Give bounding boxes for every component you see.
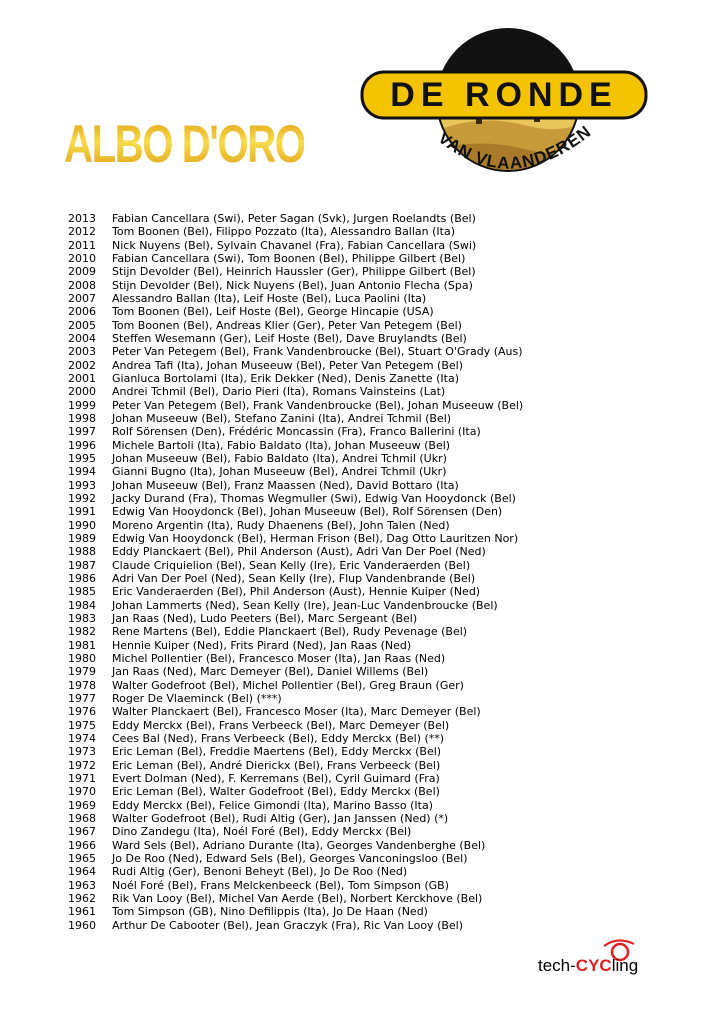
result-podium: Ward Sels (Bel), Adriano Durante (Ita), Georges Vandenberghe (Bel) — [112, 838, 486, 852]
result-podium: Eddy Planckaert (Bel), Phil Anderson (Aust), Adri Van Der Poel (Ned) — [112, 545, 486, 559]
result-row — [68, 785, 668, 798]
result-row — [68, 212, 668, 225]
result-year: 1989 — [68, 532, 96, 546]
result-podium: Adri Van Der Poel (Ned), Sean Kelly (Ire), Flup Vandenbrande (Bel) — [112, 572, 476, 586]
result-podium: Nick Nuyens (Bel), Sylvain Chavanel (Fra), Fabian Cancellara (Swi) — [112, 238, 477, 252]
result-row — [68, 812, 668, 825]
result-year: 1988 — [68, 545, 96, 559]
result-podium: Rene Martens (Bel), Eddie Planckaert (Bel), Rudy Pevenage (Bel) — [112, 625, 468, 639]
result-row — [68, 572, 668, 585]
result-podium: Andrea Tafi (Ita), Johan Museeuw (Bel), Peter Van Petegem (Bel) — [112, 358, 463, 372]
result-year: 1999 — [68, 398, 96, 412]
result-row — [68, 479, 668, 492]
result-year: 1998 — [68, 412, 96, 426]
result-podium: Tom Boonen (Bel), Leif Hoste (Bel), George Hincapie (USA) — [112, 305, 434, 319]
result-row — [68, 359, 668, 372]
result-row — [68, 239, 668, 252]
result-year: 2005 — [68, 318, 96, 332]
result-podium: Edwig Van Hooydonck (Bel), Herman Frison (Bel), Dag Otto Lauritzen Nor) — [112, 532, 519, 546]
result-row — [68, 838, 668, 851]
result-row — [68, 798, 668, 811]
result-podium: Eric Leman (Bel), André Dierickx (Bel), Frans Verbeeck (Bel) — [112, 758, 441, 772]
result-row — [68, 532, 668, 545]
result-year: 1972 — [68, 758, 96, 772]
result-row — [68, 599, 668, 612]
result-year: 2013 — [68, 212, 96, 226]
result-year: 1985 — [68, 585, 96, 599]
result-row — [68, 385, 668, 398]
result-podium: Walter Planckaert (Bel), Francesco Moser (Ita), Marc Demeyer (Bel) — [112, 705, 481, 719]
page-title: ALBO D'ORO — [64, 115, 305, 174]
result-year: 1964 — [68, 865, 96, 879]
result-row — [68, 265, 668, 278]
result-year: 1991 — [68, 505, 96, 519]
result-year: 1961 — [68, 905, 96, 919]
result-year: 1970 — [68, 785, 96, 799]
result-year: 1993 — [68, 478, 96, 492]
result-row — [68, 705, 668, 718]
result-podium: Rik Van Looy (Bel), Michel Van Aerde (Bel), Norbert Kerckhove (Bel) — [112, 891, 483, 905]
result-year: 1962 — [68, 891, 96, 905]
result-podium: Moreno Argentin (Ita), Rudy Dhaenens (Bel), John Talen (Ned) — [112, 518, 450, 532]
result-podium: Michel Pollentier (Bel), Francesco Moser (Ita), Jan Raas (Ned) — [112, 651, 446, 665]
tech-cycling-logo — [538, 938, 658, 982]
result-podium: Johan Museeuw (Bel), Fabio Baldato (Ita), Andrei Tchmil (Ukr) — [112, 452, 447, 466]
result-year: 1975 — [68, 718, 96, 732]
result-year: 1969 — [68, 798, 96, 812]
result-row — [68, 305, 668, 318]
result-year: 1983 — [68, 612, 96, 625]
result-podium: Rudi Altig (Ger), Benoni Beheyt (Bel), Jo De Roo (Ned) — [112, 865, 408, 879]
result-podium: Andrei Tchmil (Bel), Dario Pieri (Ita), Romans Vainsteins (Lat) — [112, 385, 446, 399]
result-year: 1976 — [68, 705, 96, 719]
result-year: 2008 — [68, 278, 96, 292]
result-row — [68, 652, 668, 665]
result-podium: Fabian Cancellara (Swi), Tom Boonen (Bel), Philippe Gilbert (Bel) — [112, 252, 466, 266]
result-podium: Noél Foré (Bel), Frans Melckenbeeck (Bel), Tom Simpson (GB) — [112, 878, 449, 892]
result-podium: Gianni Bugno (Ita), Johan Museeuw (Bel), Andrei Tchmil (Ukr) — [112, 465, 447, 479]
result-podium: Roger De Vlaeminck (Bel) (***) — [112, 691, 282, 705]
result-row — [68, 545, 668, 558]
result-row — [68, 279, 668, 292]
logo-subtitle: VAN VLAANDEREN — [434, 121, 596, 173]
result-row — [68, 465, 668, 478]
result-podium: Arthur De Cabooter (Bel), Jean Graczyk (Fra), Ric Van Looy (Bel) — [112, 918, 464, 932]
result-year: 1995 — [68, 452, 96, 466]
result-podium: Walter Godefroot (Bel), Michel Pollentier (Bel), Greg Braun (Ger) — [112, 678, 464, 692]
logo-title: DE RONDE — [390, 76, 618, 114]
result-row — [68, 332, 668, 345]
result-row — [68, 225, 668, 238]
result-year: 2002 — [68, 358, 96, 372]
result-row — [68, 718, 668, 731]
result-podium: Stijn Devolder (Bel), Heinrich Haussler (Ger), Philippe Gilbert (Bel) — [112, 265, 476, 279]
result-year: 1987 — [68, 558, 96, 572]
result-row — [68, 758, 668, 771]
result-year: 2012 — [68, 225, 96, 239]
result-year: 1968 — [68, 811, 96, 825]
result-row — [68, 639, 668, 652]
result-row — [68, 492, 668, 505]
result-podium: Rolf Sörensen (Den), Frédéric Moncassin (Fra), Franco Ballerini (Ita) — [112, 425, 481, 439]
result-podium: Fabian Cancellara (Swi), Peter Sagan (Svk), Jurgen Roelandts (Bel) — [112, 212, 476, 226]
result-podium: Jan Raas (Ned), Marc Demeyer (Bel), Daniel Willems (Bel) — [112, 665, 429, 679]
result-podium: Johan Museeuw (Bel), Franz Maassen (Ned), David Bottaro (Ita) — [112, 478, 459, 492]
result-podium: Eddy Merckx (Bel), Felice Gimondi (Ita), Marino Basso (Ita) — [112, 798, 434, 812]
result-year: 1996 — [68, 438, 96, 452]
result-podium: Cees Bal (Ned), Frans Verbeeck (Bel), Eddy Merckx (Bel) (**) — [112, 731, 445, 745]
result-podium: Steffen Wesemann (Ger), Leif Hoste (Bel), Dave Bruylandts (Bel) — [112, 332, 467, 346]
result-podium: Evert Dolman (Ned), F. Kerremans (Bel), Cyril Guimard (Fra) — [112, 771, 440, 785]
result-row — [68, 412, 668, 425]
result-year: 1990 — [68, 518, 96, 532]
result-podium: Peter Van Petegem (Bel), Frank Vandenbroucke (Bel), Stuart O'Grady (Aus) — [112, 345, 523, 359]
brand-accent: CYC — [575, 956, 612, 975]
result-row — [68, 399, 668, 412]
result-podium: Tom Simpson (GB), Nino Defilippis (Ita), Jo De Haan (Ned) — [112, 905, 428, 919]
result-podium: Walter Godefroot (Bel), Rudi Altig (Ger), Jan Janssen (Ned) (*) — [112, 811, 449, 825]
result-row — [68, 732, 668, 745]
result-podium: Tom Boonen (Bel), Andreas Klier (Ger), Peter Van Petegem (Bel) — [112, 318, 462, 332]
result-year: 2006 — [68, 305, 96, 319]
result-podium: Stijn Devolder (Bel), Nick Nuyens (Bel), Juan Antonio Flecha (Spa) — [112, 278, 473, 292]
result-row — [68, 772, 668, 785]
result-podium: Dino Zandegu (Ita), Noél Foré (Bel), Eddy Merckx (Bel) — [112, 825, 412, 839]
result-row — [68, 425, 668, 438]
result-podium: Jan Raas (Ned), Ludo Peeters (Bel), Marc Sergeant (Bel) — [112, 612, 418, 625]
result-row — [68, 852, 668, 865]
result-row — [68, 918, 668, 931]
result-year: 2010 — [68, 252, 96, 266]
result-year: 1965 — [68, 851, 96, 865]
result-year: 2003 — [68, 345, 96, 359]
brand-suffix: ling — [611, 956, 639, 975]
result-year: 1981 — [68, 638, 96, 652]
result-row — [68, 519, 668, 532]
result-podium: Tom Boonen (Bel), Filippo Pozzato (Ita), Alessandro Ballan (Ita) — [112, 225, 456, 239]
result-podium: Claude Criquielion (Bel), Sean Kelly (Ire), Eric Vanderaerden (Bel) — [112, 558, 471, 572]
result-podium: Gianluca Bortolami (Ita), Erik Dekker (Ned), Denis Zanette (Ita) — [112, 372, 459, 386]
result-row — [68, 678, 668, 691]
result-podium: Johan Museeuw (Bel), Stefano Zanini (Ita), Andrei Tchmil (Bel) — [112, 412, 452, 426]
result-year: 2011 — [68, 238, 96, 252]
result-podium: Peter Van Petegem (Bel), Frank Vandenbroucke (Bel), Johan Museeuw (Bel) — [112, 398, 524, 412]
result-year: 1979 — [68, 665, 96, 679]
result-row — [68, 292, 668, 305]
ronde-van-vlaanderen-logo — [358, 26, 650, 186]
result-podium: Jo De Roo (Ned), Edward Sels (Bel), Georges Vanconingsloo (Bel) — [112, 851, 468, 865]
result-row — [68, 585, 668, 598]
result-year: 1997 — [68, 425, 96, 439]
result-row — [68, 625, 668, 638]
result-podium: Eddy Merckx (Bel), Frans Verbeeck (Bel), Marc Demeyer (Bel) — [112, 718, 450, 732]
result-podium: Alessandro Ballan (Ita), Leif Hoste (Bel), Luca Paolini (Ita) — [112, 292, 427, 306]
result-row — [68, 612, 668, 625]
result-year: 1967 — [68, 825, 96, 839]
result-year: 1994 — [68, 465, 96, 479]
result-row — [68, 665, 668, 678]
result-year: 2004 — [68, 332, 96, 346]
result-row — [68, 319, 668, 332]
result-year: 1982 — [68, 625, 96, 639]
result-year: 2009 — [68, 265, 96, 279]
result-year: 1992 — [68, 492, 96, 506]
result-row — [68, 892, 668, 905]
result-year: 2007 — [68, 292, 96, 306]
result-row — [68, 745, 668, 758]
result-podium: Hennie Kuiper (Ned), Frits Pirard (Ned), Jan Raas (Ned) — [112, 638, 412, 652]
result-year: 1978 — [68, 678, 96, 692]
result-podium: Edwig Van Hooydonck (Bel), Johan Museeuw (Bel), Rolf Sörensen (Den) — [112, 505, 503, 519]
result-year: 1986 — [68, 572, 96, 586]
result-year: 1980 — [68, 651, 96, 665]
result-podium: Eric Vanderaerden (Bel), Phil Anderson (Aust), Hennie Kuiper (Ned) — [112, 585, 481, 599]
brand-prefix: tech- — [538, 956, 576, 975]
result-podium: Jacky Durand (Fra), Thomas Wegmuller (Swi), Edwig Van Hooydonck (Bel) — [112, 492, 516, 506]
result-podium: Johan Lammerts (Ned), Sean Kelly (Ire), Jean-Luc Vandenbroucke (Bel) — [112, 598, 498, 612]
result-year: 1966 — [68, 838, 96, 852]
result-podium: Eric Leman (Bel), Walter Godefroot (Bel), Eddy Merckx (Bel) — [112, 785, 440, 799]
result-row — [68, 372, 668, 385]
result-row — [68, 345, 668, 358]
result-year: 1974 — [68, 731, 96, 745]
result-row — [68, 905, 668, 918]
result-year: 1971 — [68, 771, 96, 785]
result-row — [68, 878, 668, 891]
result-row — [68, 439, 668, 452]
result-row — [68, 559, 668, 572]
result-year: 1984 — [68, 598, 96, 612]
result-podium: Michele Bartoli (Ita), Fabio Baldato (Ita), Johan Museeuw (Bel) — [112, 438, 451, 452]
result-year: 1963 — [68, 878, 96, 892]
result-row — [68, 252, 668, 265]
result-row — [68, 865, 668, 878]
result-year: 1977 — [68, 691, 96, 705]
result-row — [68, 692, 668, 705]
result-row — [68, 452, 668, 465]
result-year: 2001 — [68, 372, 96, 386]
result-year: 2000 — [68, 385, 96, 399]
result-row — [68, 825, 668, 838]
result-podium: Eric Leman (Bel), Freddie Maertens (Bel), Eddy Merckx (Bel) — [112, 745, 442, 759]
results-list — [68, 212, 668, 932]
result-year: 1960 — [68, 918, 96, 932]
result-year: 1973 — [68, 745, 96, 759]
result-row — [68, 505, 668, 518]
